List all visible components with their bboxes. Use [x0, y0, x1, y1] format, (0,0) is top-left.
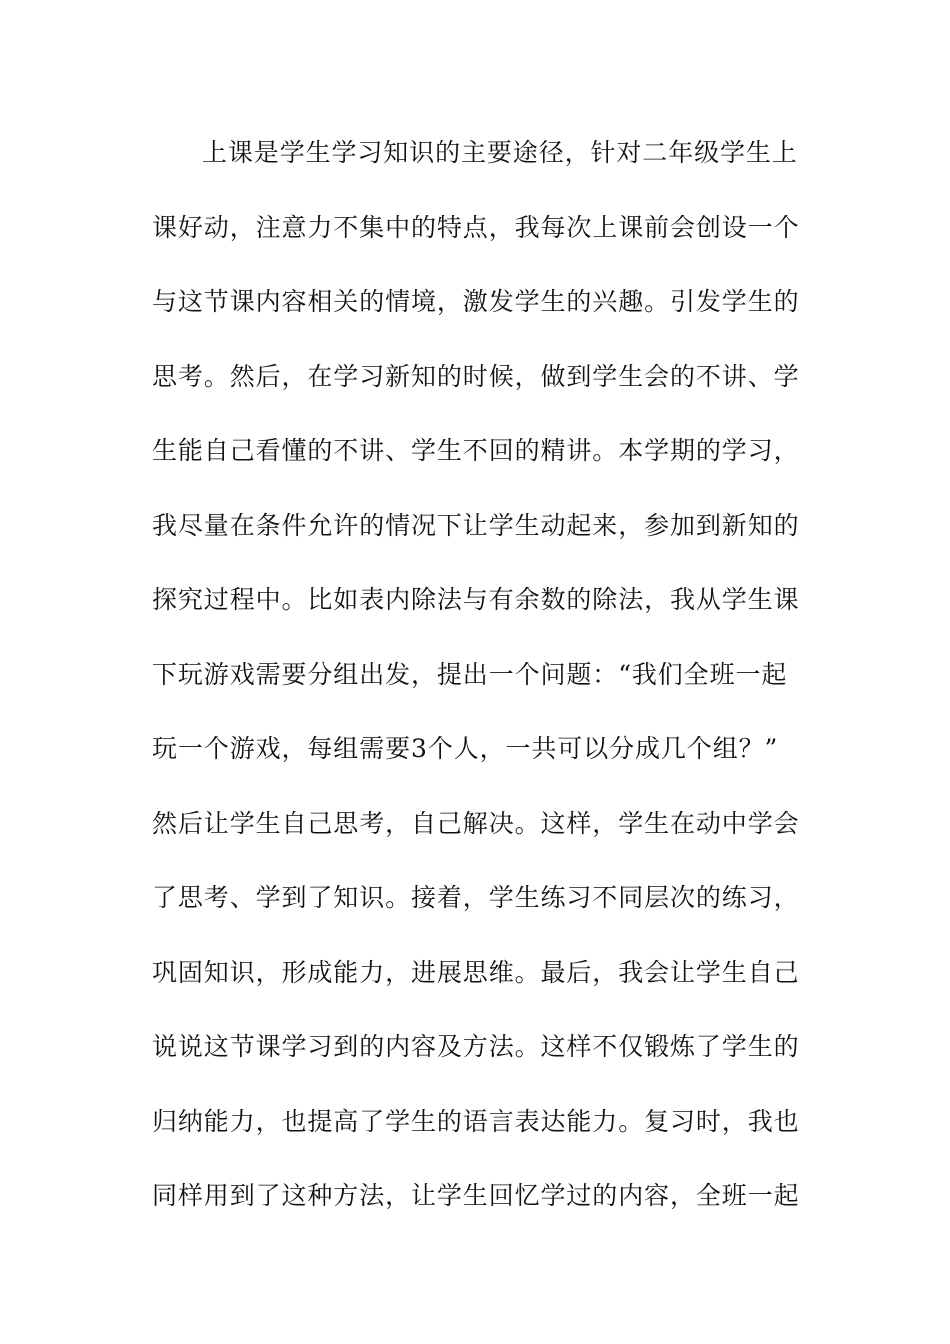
paragraph-line-13: 说说这节课学习到的内容及方法。这样不仅锻炼了学生的 [152, 1032, 800, 1061]
paragraph-line-3: 与这节课内容相关的情境，激发学生的兴趣。引发学生的 [152, 287, 800, 316]
paragraph-line-7: 探究过程中。比如表内除法与有余数的除法，我从学生课 [152, 585, 800, 614]
paragraph-line-1: 上课是学生学习知识的主要途径，针对二年级学生上 [202, 138, 798, 167]
paragraph-line-8: 下玩游戏需要分组出发，提出一个问题：“我们全班一起 [152, 659, 788, 689]
paragraph-line-10: 然后让学生自己思考，自己解决。这样，学生在动中学会 [152, 808, 800, 838]
body-paragraph [152, 130, 800, 1248]
paragraph-line-2: 课好动，注意力不集中的特点，我每次上课前会创设一个 [152, 212, 800, 242]
paragraph-line-15: 同样用到了这种方法，让学生回忆学过的内容，全班一起 [152, 1181, 800, 1210]
paragraph-line-12: 巩固知识，形成能力，进展思维。最后，我会让学生自己 [152, 957, 800, 987]
paragraph-line-5: 生能自己看懂的不讲、学生不回的精讲。本学期的学习， [152, 436, 800, 465]
paragraph-line-6: 我尽量在条件允许的情况下让学生动起来，参加到新知的 [152, 510, 800, 540]
paragraph-line-9: 玩一个游戏，每组需要3个人，一共可以分成几个组？” [152, 734, 779, 763]
paragraph-line-4: 思考。然后，在学习新知的时候，做到学生会的不讲、学 [152, 361, 800, 391]
paragraph-line-14: 归纳能力，也提高了学生的语言表达能力。复习时，我也 [152, 1106, 800, 1136]
paragraph-line-11: 了思考、学到了知识。接着，学生练习不同层次的练习， [152, 883, 800, 912]
